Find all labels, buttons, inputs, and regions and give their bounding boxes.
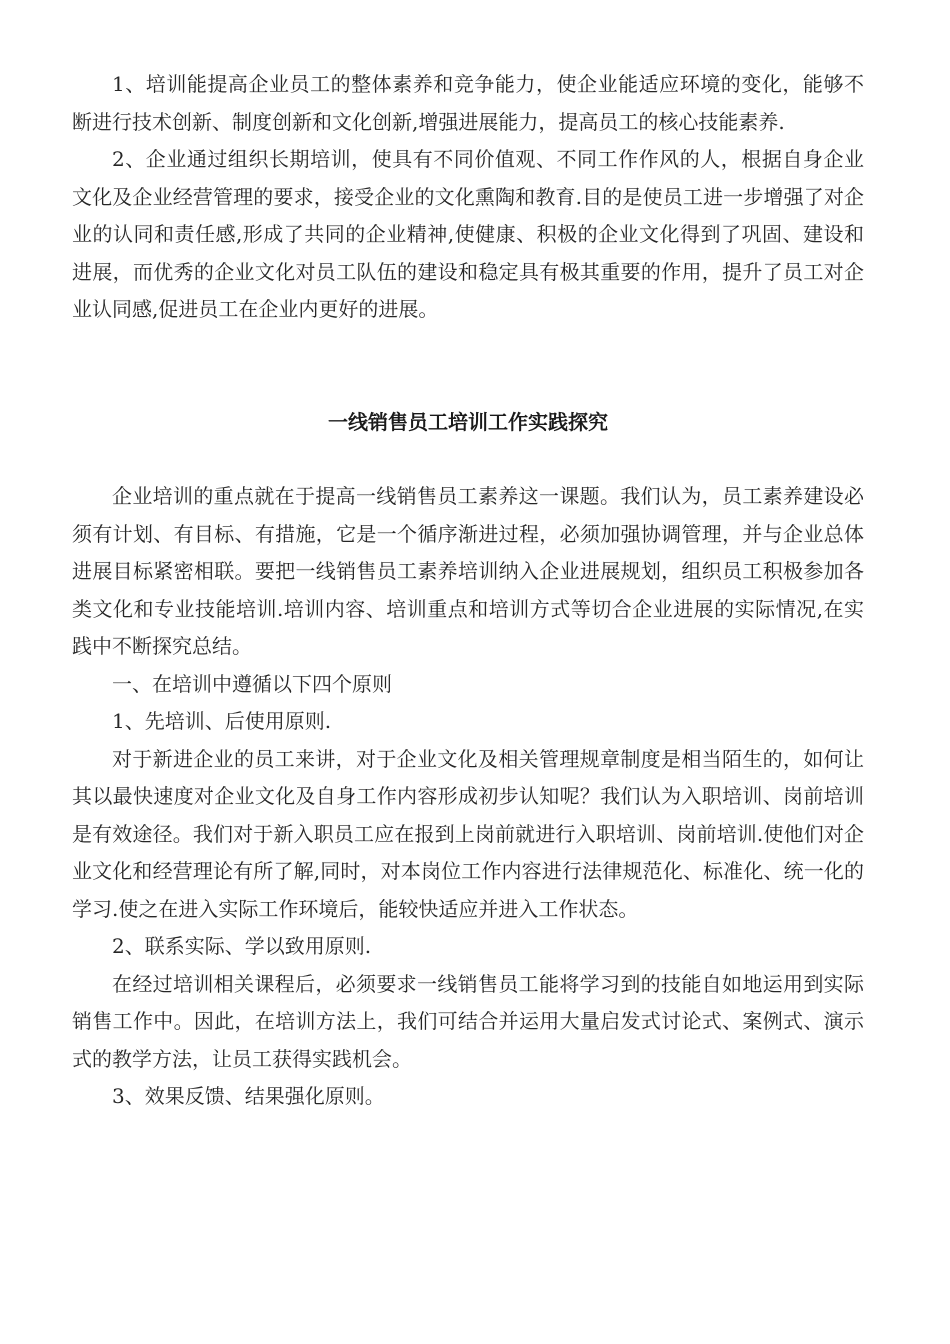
paragraph-3: 企业培训的重点就在于提高一线销售员工素养这一课题。我们认为，员工素养建设必须有计划、有目标、有措施，它是一个循序渐进过程，必须加强协调管理，并与企业总体进展目标紧密相联。要把一线销售员工素养培训纳入企业进展规划，组织员工积极参加各类文化和专业技能培训.培训内容、培训重点和培训方式等切合企业进展的实际情况,在实践中不断探究总结。: [72, 484, 864, 658]
principles-heading: 一、在培训中遵循以下四个原则: [112, 671, 392, 696]
title-spacer: [72, 441, 864, 478]
section-title: 一线销售员工培训工作实践探究: [328, 409, 608, 434]
principle-2-heading: 2、联系实际、学以致用原则.: [112, 934, 372, 958]
principle-3-heading: 3、效果反馈、结果强化原则。: [112, 1084, 385, 1108]
paragraph-4: 对于新进企业的员工来讲，对于企业文化及相关管理规章制度是相当陌生的，如何让其以最快速度对企业文化及自身工作内容形成初步认知呢？我们认为入职培训、岗前培训是有效途径。我们对于新入职员工应在报到上岗前就进行入职培训、岗前培训.使他们对企业文化和经营理论有所了解,同时，对本岗位工作内容进行法律规范化、标准化、统一化的学习.使之在进入实际工作环境后，能较快适应并进入工作状态。: [72, 746, 864, 921]
principle-1-heading: 1、先培训、后使用原则.: [112, 709, 332, 733]
paragraph-1: 1、培训能提高企业员工的整体素养和竞争能力，使企业能适应环境的变化，能够不断进行技术创新、制度创新和文化创新,增强进展能力，提高员工的核心技能素养.: [72, 72, 864, 134]
paragraph-2: 2、企业通过组织长期培训，使具有不同价值观、不同工作作风的人，根据自身企业文化及企业经营管理的要求，接受企业的文化熏陶和教育.目的是使员工进一步增强了对企业的认同和责任感,形成了共同的企业精神,使健康、积极的企业文化得到了巩固、建设和进展，而优秀的企业文化对员工队伍的建设和稳定具有极其重要的作用，提升了员工对企业认同感,促进员工在企业内更好的进展。: [72, 147, 864, 321]
paragraph-5: 在经过培训相关课程后，必须要求一线销售员工能将学习到的技能自如地运用到实际销售工作中。因此，在培训方法上，我们可结合并运用大量启发式讨论式、案例式、演示式的教学方法，让员工获得实践机会。: [72, 971, 864, 1071]
document-page: [72, 66, 864, 1116]
section-spacer: [72, 329, 864, 404]
